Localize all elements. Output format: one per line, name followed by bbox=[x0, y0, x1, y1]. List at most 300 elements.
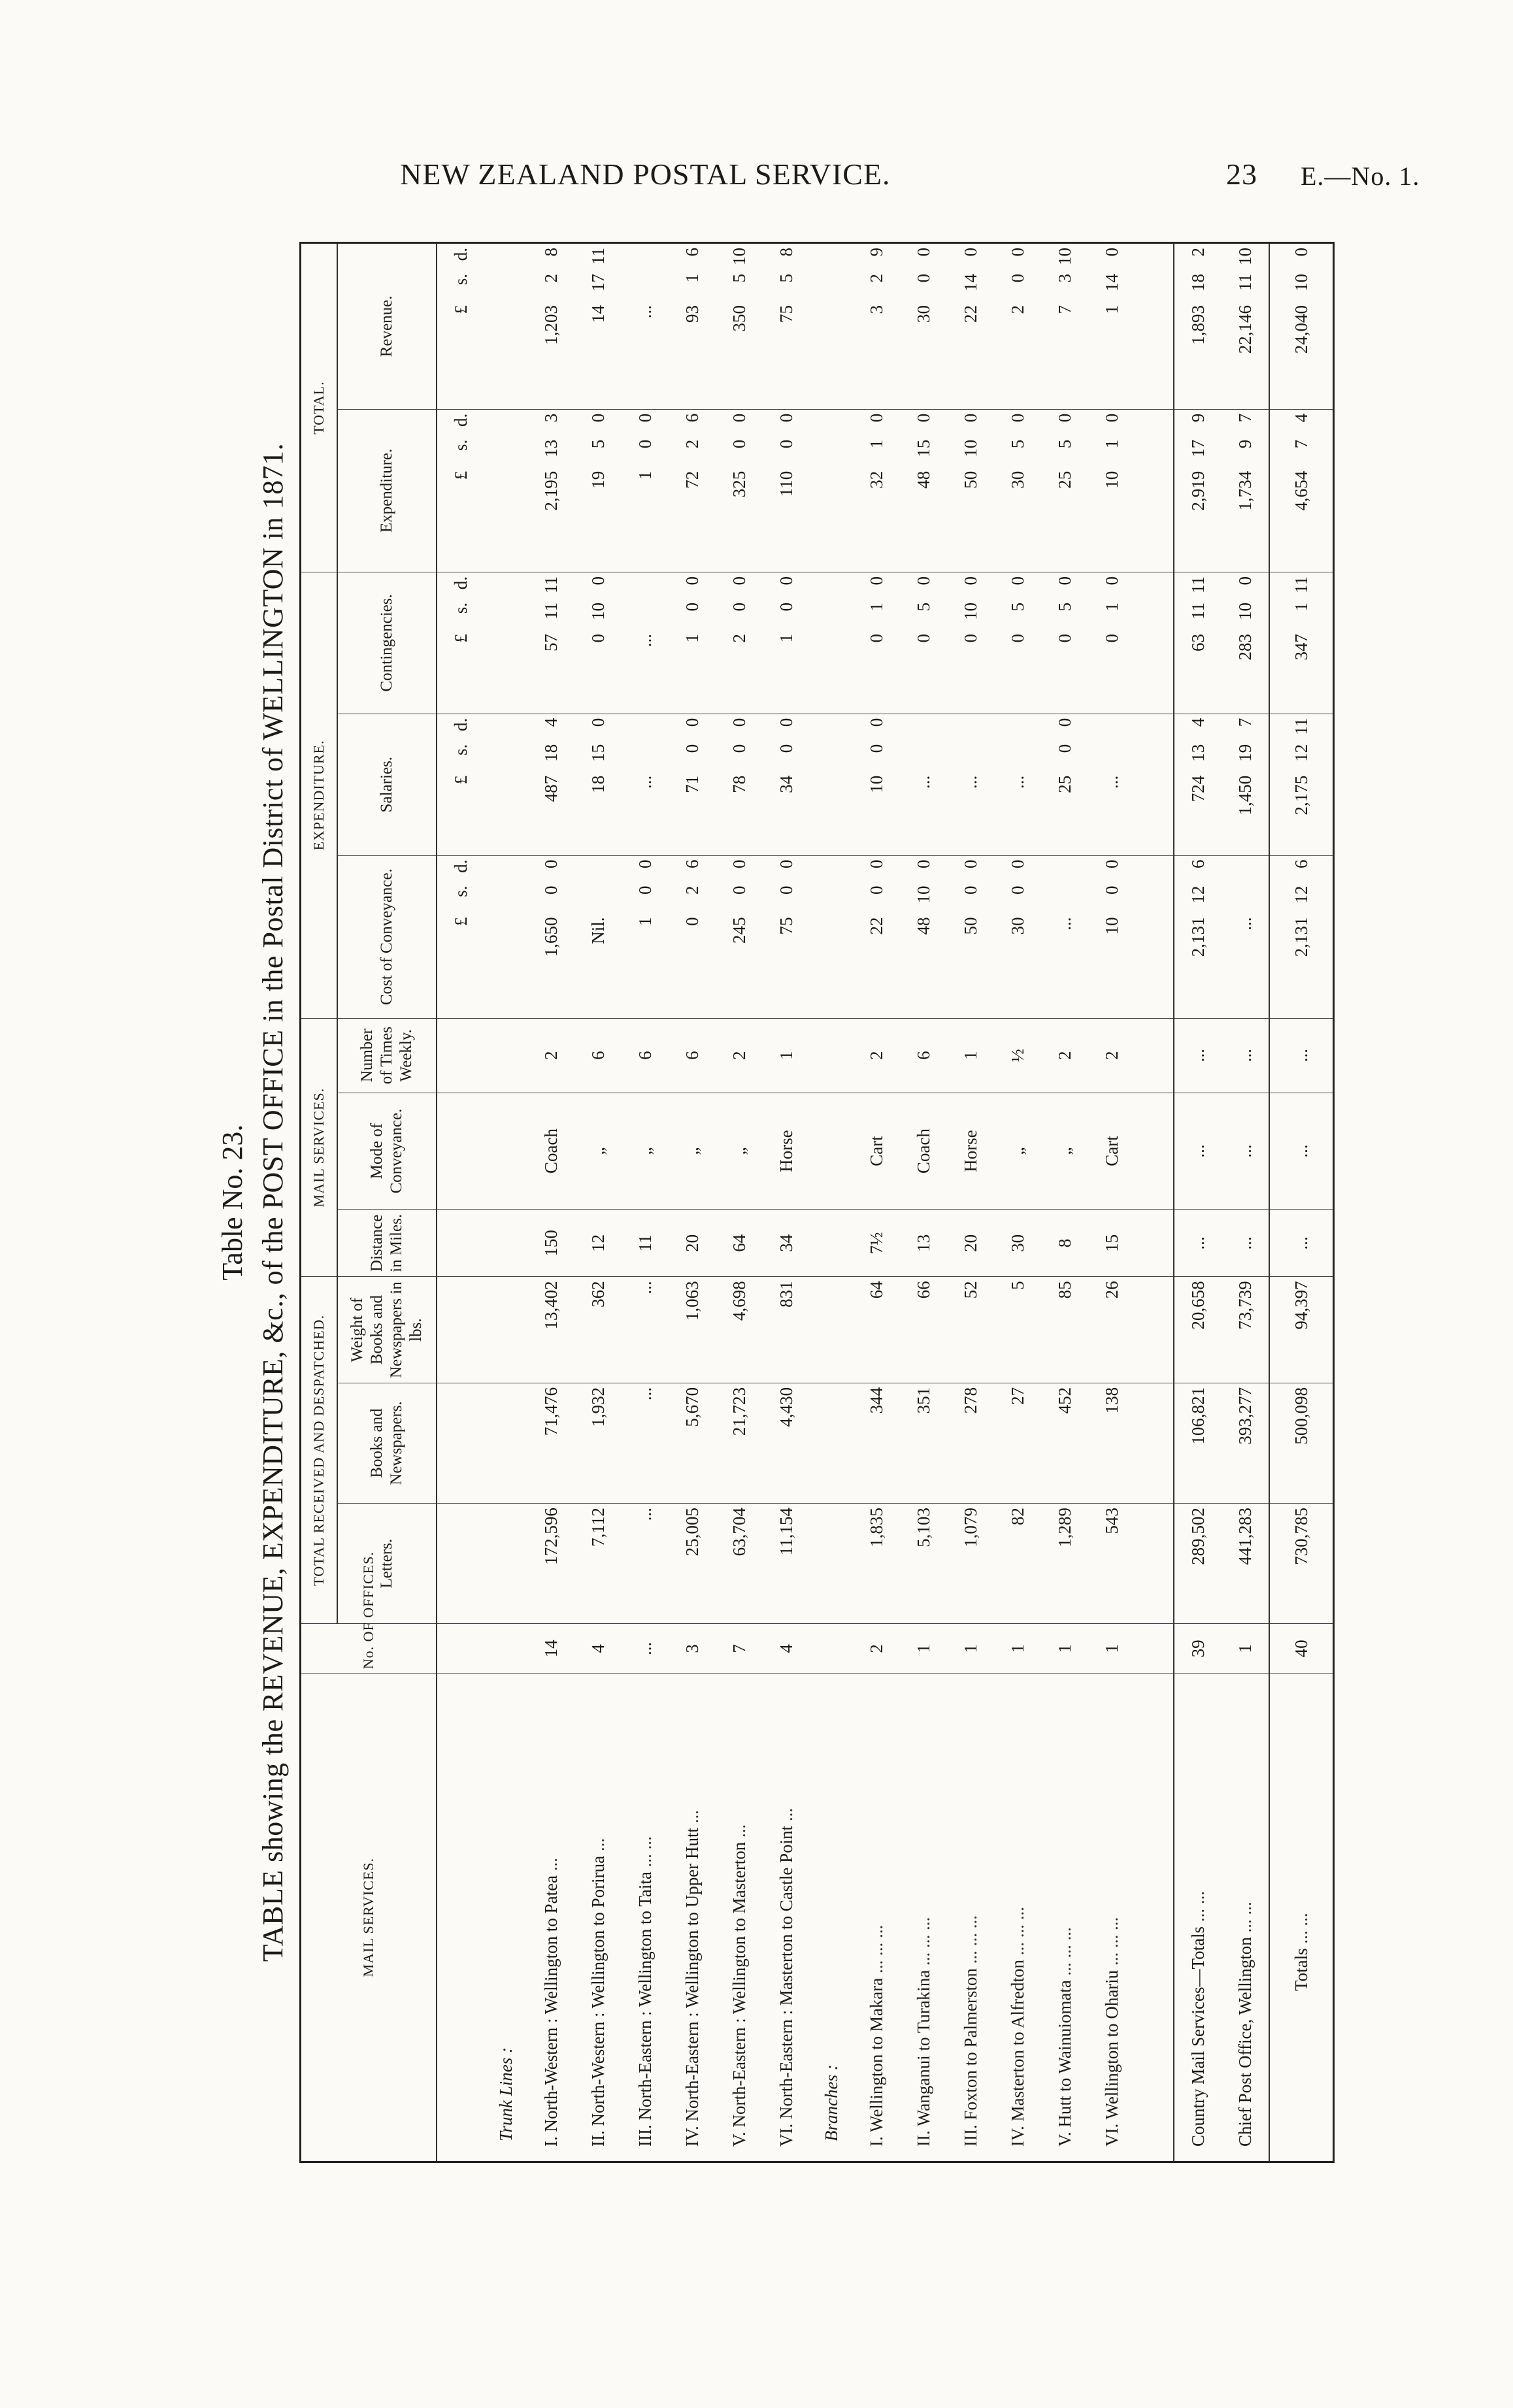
revenue-sh: 3 bbox=[1054, 274, 1074, 283]
salaries-cell bbox=[622, 714, 669, 855]
cost-p: ... bbox=[1235, 917, 1255, 931]
empty-cell bbox=[484, 1093, 527, 1210]
expenditure-p: 1 bbox=[635, 470, 655, 480]
revenue-p: 1,203 bbox=[540, 305, 561, 345]
revenue-cell bbox=[947, 243, 994, 410]
weight-cell: 5 bbox=[994, 1277, 1041, 1383]
service-name-text: IV. Masterton to Alfredton bbox=[1007, 1960, 1027, 2147]
contingencies-cell bbox=[622, 572, 669, 714]
empty-cell bbox=[1135, 1674, 1174, 2162]
cost-p: 0 bbox=[682, 917, 702, 927]
expenditure-p: 2,195 bbox=[540, 470, 561, 511]
cost-cell bbox=[669, 855, 716, 1018]
unit-sh: s. bbox=[450, 744, 471, 756]
service-name-text: II. North-Western : Wellington to Porirua bbox=[588, 1855, 608, 2147]
salaries-sh: 15 bbox=[588, 744, 608, 762]
revenue-p: 14 bbox=[588, 305, 608, 323]
leader-dots: ... bbox=[776, 1807, 796, 1826]
salaries-cell bbox=[527, 714, 574, 855]
times-cell: 2 bbox=[1088, 1018, 1135, 1093]
times-cell: ... bbox=[1222, 1018, 1269, 1093]
cost-cell bbox=[1174, 855, 1222, 1018]
revenue-cell bbox=[574, 243, 622, 410]
expenditure-p: 1,734 bbox=[1235, 470, 1255, 511]
expenditure-sh: 2 bbox=[682, 439, 702, 449]
unit-sh: s. bbox=[450, 885, 471, 897]
revenue-dd: 10 bbox=[729, 248, 749, 265]
service-name bbox=[1041, 1674, 1088, 2162]
mode-cell: ... bbox=[1174, 1093, 1222, 1210]
expenditure-p: 48 bbox=[913, 470, 933, 489]
table-row bbox=[900, 243, 947, 2162]
mode-cell: ... bbox=[1269, 1093, 1334, 1210]
times-cell: 2 bbox=[853, 1018, 900, 1093]
contingencies-cell bbox=[853, 572, 900, 714]
revenue-p: ... bbox=[635, 305, 655, 319]
cost-sh: 0 bbox=[776, 885, 796, 895]
empty-cell bbox=[1135, 572, 1174, 714]
contingencies-dd: 0 bbox=[913, 576, 933, 586]
rotated-table-block bbox=[216, 242, 1311, 2163]
revenue-dd: 10 bbox=[1054, 248, 1074, 265]
distance-cell: ... bbox=[1174, 1210, 1222, 1277]
cost-p: 2,131 bbox=[1291, 917, 1311, 957]
cost-cell bbox=[622, 855, 669, 1018]
cost-sh: 0 bbox=[635, 885, 655, 895]
expenditure-sh: 0 bbox=[635, 439, 655, 449]
revenue-dd: 6 bbox=[682, 248, 702, 257]
revenue-cell bbox=[1041, 243, 1088, 410]
expenditure-p: 72 bbox=[682, 470, 702, 489]
contingencies-cell bbox=[947, 572, 994, 714]
revenue-cell bbox=[763, 243, 810, 410]
revenue-p: 22 bbox=[960, 305, 980, 323]
revenue-dd: 0 bbox=[1007, 248, 1027, 257]
revenue-cell bbox=[622, 243, 669, 410]
revenue-p: 24,040 bbox=[1291, 305, 1311, 354]
service-name-text: VI. North-Eastern : Masterton to Castle Point bbox=[776, 1825, 796, 2147]
salaries-p: 487 bbox=[540, 775, 561, 802]
group-total-received: TOTAL RECEIVED AND DESPATCHED. bbox=[301, 1277, 338, 1624]
salaries-cell bbox=[1174, 714, 1222, 855]
contingencies-sh: 1 bbox=[866, 602, 886, 612]
weight-cell: 4,698 bbox=[716, 1277, 763, 1383]
salaries-dd: 0 bbox=[1054, 717, 1074, 727]
contingencies-sh: 0 bbox=[776, 602, 796, 612]
col-salaries: Salaries. bbox=[337, 714, 437, 855]
times-cell: 1 bbox=[763, 1018, 810, 1093]
expenditure-p: 50 bbox=[960, 470, 980, 489]
empty-cell bbox=[810, 1383, 853, 1503]
books-cell: 1,932 bbox=[574, 1383, 622, 1503]
service-name bbox=[947, 1674, 994, 2162]
empty-cell bbox=[484, 855, 527, 1018]
contingencies-p: 283 bbox=[1235, 634, 1255, 661]
salaries-p: ... bbox=[635, 775, 655, 789]
leader-dots: ... ... ... bbox=[960, 1915, 980, 1969]
cost-dd: 0 bbox=[1007, 859, 1027, 869]
weight-cell: 85 bbox=[1041, 1277, 1088, 1383]
contingencies-sh: 0 bbox=[682, 602, 702, 612]
weight-cell: 64 bbox=[853, 1277, 900, 1383]
unit-dd: d. bbox=[450, 413, 471, 427]
weight-cell: 26 bbox=[1088, 1277, 1135, 1383]
salaries-sh: 0 bbox=[776, 744, 796, 753]
table-row bbox=[716, 243, 763, 2162]
salaries-cell bbox=[1222, 714, 1269, 855]
weight-cell: 94,397 bbox=[1269, 1277, 1334, 1383]
service-name bbox=[1269, 1674, 1334, 2162]
revenue-sh: 11 bbox=[1235, 274, 1255, 291]
cost-p: ... bbox=[1054, 917, 1074, 931]
weight-cell: 73,739 bbox=[1222, 1277, 1269, 1383]
salaries-dd: 4 bbox=[540, 717, 561, 727]
leader-dots: ... ... ... bbox=[913, 1917, 933, 1970]
contingencies-cell bbox=[994, 572, 1041, 714]
cost-cell bbox=[527, 855, 574, 1018]
books-cell: 71,476 bbox=[527, 1383, 574, 1503]
service-name bbox=[622, 1674, 669, 2162]
weight-cell: 1,063 bbox=[669, 1277, 716, 1383]
salaries-p: 71 bbox=[682, 775, 702, 793]
salaries-dd: 7 bbox=[1235, 717, 1255, 727]
cost-cell bbox=[994, 855, 1041, 1018]
cost-sh: 0 bbox=[866, 885, 886, 895]
books-cell: 21,723 bbox=[716, 1383, 763, 1503]
cost-sh: 0 bbox=[540, 885, 561, 895]
salaries-p: ... bbox=[1101, 775, 1122, 789]
empty-cell bbox=[1135, 1624, 1174, 1674]
empty-cell bbox=[484, 1210, 527, 1277]
expenditure-p: 325 bbox=[729, 470, 749, 498]
empty-cell bbox=[1135, 1093, 1174, 1210]
service-name-text: I. North-Western : Wellington to Patea bbox=[540, 1875, 561, 2147]
offices-cell: 1 bbox=[1041, 1624, 1088, 1674]
contingencies-sh: 5 bbox=[1054, 602, 1074, 612]
times-cell: 1 bbox=[947, 1018, 994, 1093]
offices-cell: 1 bbox=[900, 1624, 947, 1674]
revenue-dd: 9 bbox=[866, 248, 886, 257]
contingencies-p: 63 bbox=[1188, 634, 1208, 652]
empty-cell bbox=[484, 714, 527, 855]
salaries-sh: 19 bbox=[1235, 744, 1255, 762]
unit-p: £ bbox=[450, 634, 471, 643]
distance-cell: 12 bbox=[574, 1210, 622, 1277]
letters-cell: 730,785 bbox=[1269, 1504, 1334, 1624]
cost-p: 48 bbox=[913, 917, 933, 935]
cost-p: 1 bbox=[635, 917, 655, 927]
salaries-sh: 13 bbox=[1188, 744, 1208, 762]
unit-sh: s. bbox=[450, 274, 471, 286]
empty-cell bbox=[484, 572, 527, 714]
cost-p: 22 bbox=[866, 917, 886, 935]
expenditure-p: 30 bbox=[1007, 470, 1027, 489]
expenditure-sh: 17 bbox=[1188, 439, 1208, 457]
times-cell: 2 bbox=[527, 1018, 574, 1093]
category-row bbox=[484, 243, 527, 2162]
letters-cell: 25,005 bbox=[669, 1504, 716, 1624]
expenditure-cell bbox=[527, 409, 574, 572]
revenue-dd: 8 bbox=[776, 248, 796, 257]
contingencies-p: 0 bbox=[1054, 634, 1074, 643]
revenue-p: 3 bbox=[866, 305, 886, 314]
revenue-sh: 1 bbox=[682, 274, 702, 283]
books-cell: 4,430 bbox=[763, 1383, 810, 1503]
books-cell: ... bbox=[622, 1383, 669, 1503]
salaries-dd: 0 bbox=[588, 717, 608, 727]
table-row bbox=[622, 243, 669, 2162]
group-expenditure: EXPENDITURE. bbox=[301, 572, 338, 1019]
col-mail-services: MAIL SERVICES. bbox=[301, 1674, 437, 2162]
revenue-cell bbox=[1269, 243, 1334, 410]
leader-dots: ... ... bbox=[1188, 1890, 1208, 1926]
group-mail-services: MAIL SERVICES. bbox=[301, 1018, 338, 1277]
contingencies-p: 0 bbox=[1101, 634, 1122, 643]
distance-cell: 15 bbox=[1088, 1210, 1135, 1277]
offices-cell: 39 bbox=[1174, 1624, 1222, 1674]
expenditure-cell bbox=[622, 409, 669, 572]
revenue-p: 75 bbox=[776, 305, 796, 323]
salaries-sh: 18 bbox=[540, 744, 561, 762]
books-cell: 106,821 bbox=[1174, 1383, 1222, 1503]
empty-cell bbox=[484, 1018, 527, 1093]
weight-cell: 52 bbox=[947, 1277, 994, 1383]
expenditure-p: 4,654 bbox=[1291, 470, 1311, 511]
revenue-p: 1,893 bbox=[1188, 305, 1208, 345]
cost-sh: 12 bbox=[1291, 885, 1311, 904]
revenue-sh: 10 bbox=[1291, 274, 1311, 291]
col-revenue: Revenue. bbox=[337, 243, 437, 410]
revenue-p: 22,146 bbox=[1235, 305, 1255, 354]
cost-dd: 0 bbox=[729, 859, 749, 869]
revenue-cell bbox=[994, 243, 1041, 410]
mode-cell: „ bbox=[716, 1093, 763, 1210]
contingencies-cell bbox=[1041, 572, 1088, 714]
cost-dd: 0 bbox=[960, 859, 980, 869]
contingencies-dd: 0 bbox=[682, 576, 702, 586]
expenditure-p: 32 bbox=[866, 470, 886, 489]
salaries-p: 1,450 bbox=[1235, 775, 1255, 816]
empty-cell bbox=[810, 1018, 853, 1093]
expenditure-sh: 0 bbox=[776, 439, 796, 449]
cost-dd: 0 bbox=[776, 859, 796, 869]
distance-cell: 34 bbox=[763, 1210, 810, 1277]
contingencies-p: ... bbox=[635, 634, 655, 648]
service-name bbox=[900, 1674, 947, 2162]
mode-cell: ... bbox=[1222, 1093, 1269, 1210]
expenditure-dd: 0 bbox=[729, 413, 749, 423]
cost-p: 1,650 bbox=[540, 917, 561, 957]
service-name-text: III. Foxton to Palmerston bbox=[960, 1968, 980, 2147]
times-cell: ½ bbox=[994, 1018, 1041, 1093]
offices-cell: 40 bbox=[1269, 1624, 1334, 1674]
revenue-cell bbox=[1088, 243, 1135, 410]
weight-cell: ... bbox=[622, 1277, 669, 1383]
revenue-sh: 0 bbox=[913, 274, 933, 283]
books-cell: 393,277 bbox=[1222, 1383, 1269, 1503]
salaries-cell bbox=[900, 714, 947, 855]
empty-cell bbox=[1135, 1018, 1174, 1093]
unit-sh: s. bbox=[450, 602, 471, 614]
table-row bbox=[853, 243, 900, 2162]
contingencies-dd: 11 bbox=[1188, 576, 1208, 594]
times-cell: 2 bbox=[1041, 1018, 1088, 1093]
contingencies-cell bbox=[669, 572, 716, 714]
weight-cell: 66 bbox=[900, 1277, 947, 1383]
contingencies-p: 0 bbox=[960, 634, 980, 643]
salaries-sh: 0 bbox=[682, 744, 702, 753]
empty-cell bbox=[1135, 714, 1174, 855]
expenditure-sh: 0 bbox=[729, 439, 749, 449]
letters-cell: 11,154 bbox=[763, 1504, 810, 1624]
service-name bbox=[574, 1674, 622, 2162]
revenue-dd: 0 bbox=[960, 248, 980, 257]
times-cell: 6 bbox=[622, 1018, 669, 1093]
expenditure-cell bbox=[900, 409, 947, 572]
empty-cell bbox=[810, 855, 853, 1018]
unit-dd: d. bbox=[450, 859, 471, 873]
books-cell: 278 bbox=[947, 1383, 994, 1503]
service-name bbox=[716, 1674, 763, 2162]
contingencies-sh: 0 bbox=[729, 602, 749, 612]
expenditure-dd: 7 bbox=[1235, 413, 1255, 423]
postal-statistics-table bbox=[299, 242, 1335, 2163]
cost-cell bbox=[1222, 855, 1269, 1018]
col-contingencies: Contingencies. bbox=[337, 572, 437, 714]
empty-cell bbox=[1135, 1277, 1174, 1383]
contingencies-sh: 11 bbox=[1188, 602, 1208, 620]
service-name-text: VI. Wellington to Ohariu bbox=[1101, 1970, 1122, 2147]
expenditure-sh: 5 bbox=[588, 439, 608, 449]
salaries-dd: 0 bbox=[682, 717, 702, 727]
contingencies-sh: 1 bbox=[1101, 602, 1122, 612]
offices-cell: 1 bbox=[994, 1624, 1041, 1674]
books-cell: 344 bbox=[853, 1383, 900, 1503]
cost-p: 2,131 bbox=[1188, 917, 1208, 957]
contingencies-dd: 0 bbox=[1054, 576, 1074, 586]
revenue-dd: 8 bbox=[540, 248, 561, 257]
expenditure-cell bbox=[1041, 409, 1088, 572]
empty-cell bbox=[1135, 1210, 1174, 1277]
service-name-text: V. Hutt to Wainuiomata bbox=[1054, 1980, 1074, 2147]
distance-cell: 150 bbox=[527, 1210, 574, 1277]
offices-cell: 1 bbox=[1222, 1624, 1269, 1674]
expenditure-dd: 0 bbox=[776, 413, 796, 423]
service-name-text: IV. North-Eastern : Wellington to Upper Hutt bbox=[682, 1827, 702, 2147]
revenue-cell bbox=[527, 243, 574, 410]
revenue-dd: 11 bbox=[588, 248, 608, 265]
revenue-sh: 14 bbox=[960, 274, 980, 291]
mode-cell: Cart bbox=[853, 1093, 900, 1210]
empty-cell bbox=[810, 1210, 853, 1277]
revenue-sh: 5 bbox=[776, 274, 796, 283]
expenditure-dd: 0 bbox=[635, 413, 655, 423]
expenditure-dd: 6 bbox=[682, 413, 702, 423]
cost-p: 50 bbox=[960, 917, 980, 935]
offices-cell: 1 bbox=[947, 1624, 994, 1674]
weight-cell: 831 bbox=[763, 1277, 810, 1383]
distance-cell: 11 bbox=[622, 1210, 669, 1277]
expenditure-cell bbox=[763, 409, 810, 572]
letters-cell: 1,835 bbox=[853, 1504, 900, 1624]
cost-p: 75 bbox=[776, 917, 796, 935]
cost-dd: 6 bbox=[682, 859, 702, 869]
salaries-sh: 0 bbox=[866, 744, 886, 753]
salaries-p: 78 bbox=[729, 775, 749, 793]
cost-sh: 0 bbox=[1101, 885, 1122, 895]
expenditure-dd: 0 bbox=[960, 413, 980, 423]
contingencies-p: 1 bbox=[682, 634, 702, 643]
cost-cell bbox=[763, 855, 810, 1018]
mode-cell: „ bbox=[574, 1093, 622, 1210]
service-name bbox=[853, 1674, 900, 2162]
leader-dots: ... bbox=[588, 1838, 608, 1856]
empty-cell bbox=[484, 409, 527, 572]
leader-dots: ... bbox=[540, 1857, 561, 1875]
leader-dots: ... ... bbox=[1235, 1902, 1255, 1938]
contingencies-dd: 0 bbox=[1235, 576, 1255, 586]
expenditure-dd: 0 bbox=[588, 413, 608, 423]
cost-cell bbox=[574, 855, 622, 1018]
revenue-cell bbox=[1174, 243, 1222, 410]
cost-dd: 6 bbox=[1188, 859, 1208, 869]
salaries-cell bbox=[853, 714, 900, 855]
contingencies-sh: 10 bbox=[1235, 602, 1255, 621]
cost-cell bbox=[1088, 855, 1135, 1018]
expenditure-dd: 0 bbox=[866, 413, 886, 423]
expenditure-dd: 9 bbox=[1188, 413, 1208, 423]
salaries-p: ... bbox=[913, 775, 933, 789]
contingencies-dd: 0 bbox=[729, 576, 749, 586]
table-number: Table No. 23. bbox=[216, 1124, 248, 1281]
col-cost: Cost of Conveyance. bbox=[337, 855, 437, 1018]
weight-cell: 13,402 bbox=[527, 1277, 574, 1383]
empty-cell bbox=[484, 1504, 527, 1624]
cost-cell bbox=[853, 855, 900, 1018]
unit-sh: s. bbox=[450, 439, 471, 452]
letters-cell: 7,112 bbox=[574, 1504, 622, 1624]
revenue-cell bbox=[716, 243, 763, 410]
salaries-dd: 4 bbox=[1188, 717, 1208, 727]
unit-p: £ bbox=[450, 775, 471, 785]
letters-cell: 1,289 bbox=[1041, 1504, 1088, 1624]
table-row bbox=[763, 243, 810, 2162]
mode-cell: „ bbox=[669, 1093, 716, 1210]
expenditure-cell bbox=[1269, 409, 1334, 572]
service-name bbox=[1088, 1674, 1135, 2162]
expenditure-cell bbox=[1088, 409, 1135, 572]
page-number: 23 bbox=[1226, 157, 1257, 191]
empty-cell bbox=[1135, 243, 1174, 410]
books-cell: 138 bbox=[1088, 1383, 1135, 1503]
times-cell: 6 bbox=[669, 1018, 716, 1093]
expenditure-dd: 0 bbox=[1101, 413, 1122, 423]
empty-cell bbox=[810, 243, 853, 410]
service-name bbox=[669, 1674, 716, 2162]
salaries-dd: 0 bbox=[776, 717, 796, 727]
contingencies-cell bbox=[900, 572, 947, 714]
contingencies-sh: 10 bbox=[588, 602, 608, 621]
revenue-p: 30 bbox=[913, 305, 933, 323]
col-no-offices: No. OF OFFICES. bbox=[301, 1624, 437, 1674]
table-row bbox=[527, 243, 574, 2162]
unit-dd: d. bbox=[450, 248, 471, 261]
offices-cell: 7 bbox=[716, 1624, 763, 1674]
service-name bbox=[763, 1674, 810, 2162]
mode-cell: Cart bbox=[1088, 1093, 1135, 1210]
empty-cell bbox=[810, 409, 853, 572]
table-row bbox=[1088, 243, 1135, 2162]
